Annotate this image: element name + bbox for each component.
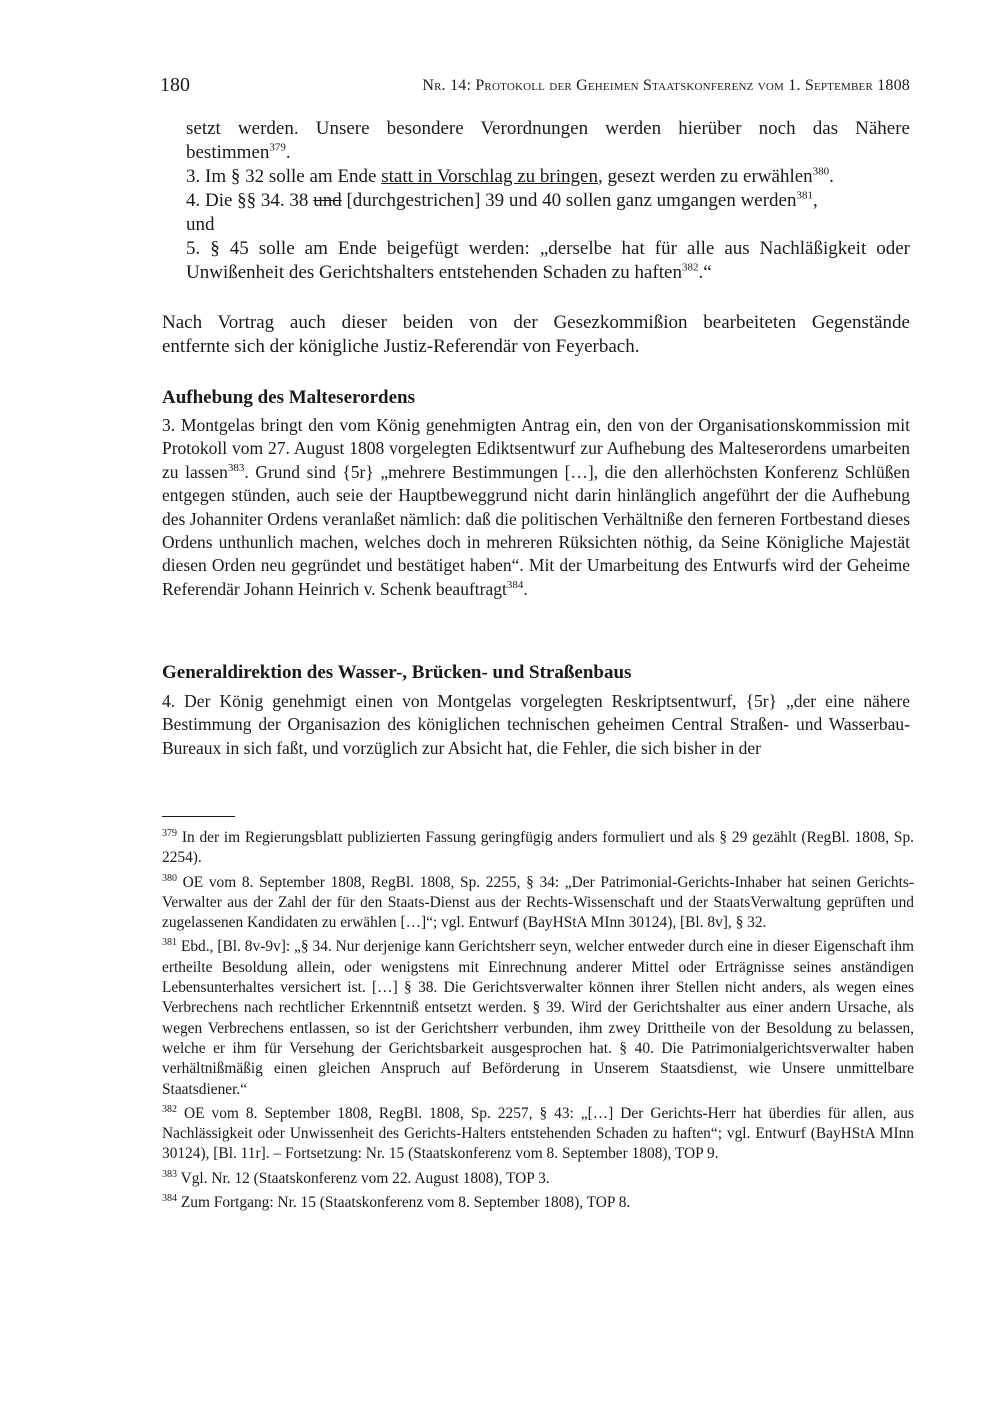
footnotes	[162, 828, 914, 1217]
block1-line6: 5. § 45 solle am Ende beigefügt werden: „derselbe hat für alle aus Nachläßigkeit oder	[186, 238, 910, 259]
footnote-rule	[162, 816, 235, 817]
block1-line7: Unwißenheit des Gerichtshalters entstehenden Schaden zu haften$^{382}$.“	[186, 261, 712, 283]
vortrag-line2: entfernte sich der königliche Justiz-Referendär von Feyerbach.	[162, 336, 640, 357]
section-heading-generaldirektion: Generaldirektion des Wasser-, Brücken- und Straßenbaus	[162, 662, 632, 683]
footnote-383: $^{383}$ Vgl. Nr. 12 (Staatskonferenz vom 22. August 1808), TOP 3.	[162, 1168, 550, 1187]
block1-line5: und	[186, 214, 215, 235]
section-heading-malteserorden: Aufhebung des Malteserordens	[162, 387, 415, 408]
footnote-379: $^{379}$ In der im Regierungsblatt publizierten Fassung geringfügig anders formuliert und als § 29 gezählt (RegBl. 1808, Sp. 2254).	[162, 827, 914, 867]
block1-line2: bestimmen$^{379}$.	[186, 141, 291, 163]
section4-paragraph: 4. Der König genehmigt einen von Montgelas vorgelegten Reskriptsentwurf, {5r} „der eine nähere Bestimmung der Organisazion des königlichen technischen geheimen Central Straßen- und Wasserbau-Bureaux in sich faßt, und vorzüglich zur Absicht hat, die Fehler, die sich bisher in der	[162, 691, 910, 758]
footnote-ref: 379	[269, 141, 286, 154]
page-number: 180	[160, 74, 190, 96]
struck-text: und	[313, 190, 342, 211]
footnote-ref: 383	[227, 461, 245, 474]
section3-paragraph: 3. Montgelas bringt den vom König genehmigten Antrag ein, den von der Organisationskommission mit Protokoll vom 27. August 1808 vorgelegten Ediktsentwurf zur Aufhebung des Malteserordens umarbeiten zu lassen$^{383}$. Grund sind {5r} „mehrere Bestimmungen […], die den allerhöchsten Konferenz Schlüßen entgegen stünden, auch seie der Hauptbeweggrund nicht darin hinlänglich angeführt der die Aufhebung des Johanniter Ordens veranlaßet nämlich: daß die politischen Verhältniße den ferneren Fortbestand dieses Ordens unthunlich machen, welches doch in mehreren Rüksichten nöthig, da Seine Königliche Majestät diesen Orden neu gegründet und bestätiget haben“. Mit der Umarbeitung des Entwurfs wird der Geheime Referendär Johann Heinrich v. Schenk beauftragt$^{384}$.	[162, 415, 910, 599]
underlined-text: statt in Vorschlag zu bringen	[381, 166, 598, 187]
running-title: Nr. 14: Protokoll der Geheimen Staatskonferenz vom 1. September 1808	[422, 77, 910, 94]
vortrag-line1: Nach Vortrag auch dieser beiden von der Gesezkommißion bearbeiteten Gegenstände	[162, 312, 910, 333]
footnote-ref: 382	[681, 261, 699, 274]
block1-line3: 3. Im § 32 solle am Ende statt in Vorschlag zu bringen, gesezt werden zu erwählen$^{380}$.	[186, 165, 834, 187]
block1-line4: 4. Die §§ 34. 38 und [durchgestrichen] 39 und 40 sollen ganz umgangen werden$^{381}$,	[186, 189, 818, 211]
footnote-384: $^{384}$ Zum Fortgang: Nr. 15 (Staatskonferenz vom 8. September 1808), TOP 8.	[162, 1192, 631, 1212]
page-header	[160, 74, 910, 98]
footnote-382: $^{382}$ OE vom 8. September 1808, RegBl. 1808, Sp. 2257, § 43: „[…] Der Gerichts-Herr hat überdies für allen, aus Nachlässigkeit oder Unwissenheit des Gerichts-Halters entstehenden Schaden zu haften“; vgl. Entwurf (BayHStA MInn 30124), [Bl. 11r]. – Fortsetzung: Nr. 15 (Staatskonferenz vom 8. September 1808), TOP 9.	[162, 1103, 914, 1163]
footnote-380: $^{380}$ OE vom 8. September 1808, RegBl. 1808, Sp. 2255, § 34: „Der Patrimonial-Gerichts-Inhaber hat seinen Gerichts-Verwalter aus der Zahl der für den Staats-Dienst aus der Rechts-Wissenschaft und der StaatsVerwaltung geprüften und zugelassenen Kandidaten zu erwählen […]“; vgl. Entwurf (BayHStA MInn 30124), [Bl. 8v], § 32.	[162, 872, 914, 932]
footnote-ref: 380	[812, 165, 830, 178]
footnote-ref: 384	[506, 579, 524, 592]
block1-line1: setzt werden. Unsere besondere Verordnungen werden hierüber noch das Nähere	[186, 118, 910, 139]
footnote-381: $^{381}$ Ebd., [Bl. 8v-9v]: „§ 34. Nur derjenige kann Gerichtsherr seyn, welcher entweder durch eine in dieser Eigenschaft ihm ertheilte Besoldung allein, oder wenigstens mit Einrechnung anderer Mittel oder Erträgnisse seines anständigen Lebensunterhaltes versichert ist. […] § 38. Die Gerichtsverwalter können ihrer Stellen nicht anders, als wegen eines Verbrechens nach rechtlicher Erkenntniß entsetzt werden. § 39. Wird der Gerichtshalter aus einer andern Ursache, als wegen Verbrechens entlassen, so ist der Gerichtsherr verbunden, ihm zwey Drittheile von der Besoldung zu belassen, welche er ihm für Versehung der Gerichtsbarkeit ausgesprochen hat. § 40. Die Patrimonialgerichtsverwalter haben verhältnißmäßig einen gleichen Anspruch auf Beförderung in Unserem Staatsdienst, wie Unsere unmittelbare Staatsdiener.“	[162, 937, 914, 1098]
footnote-ref: 381	[796, 189, 813, 202]
